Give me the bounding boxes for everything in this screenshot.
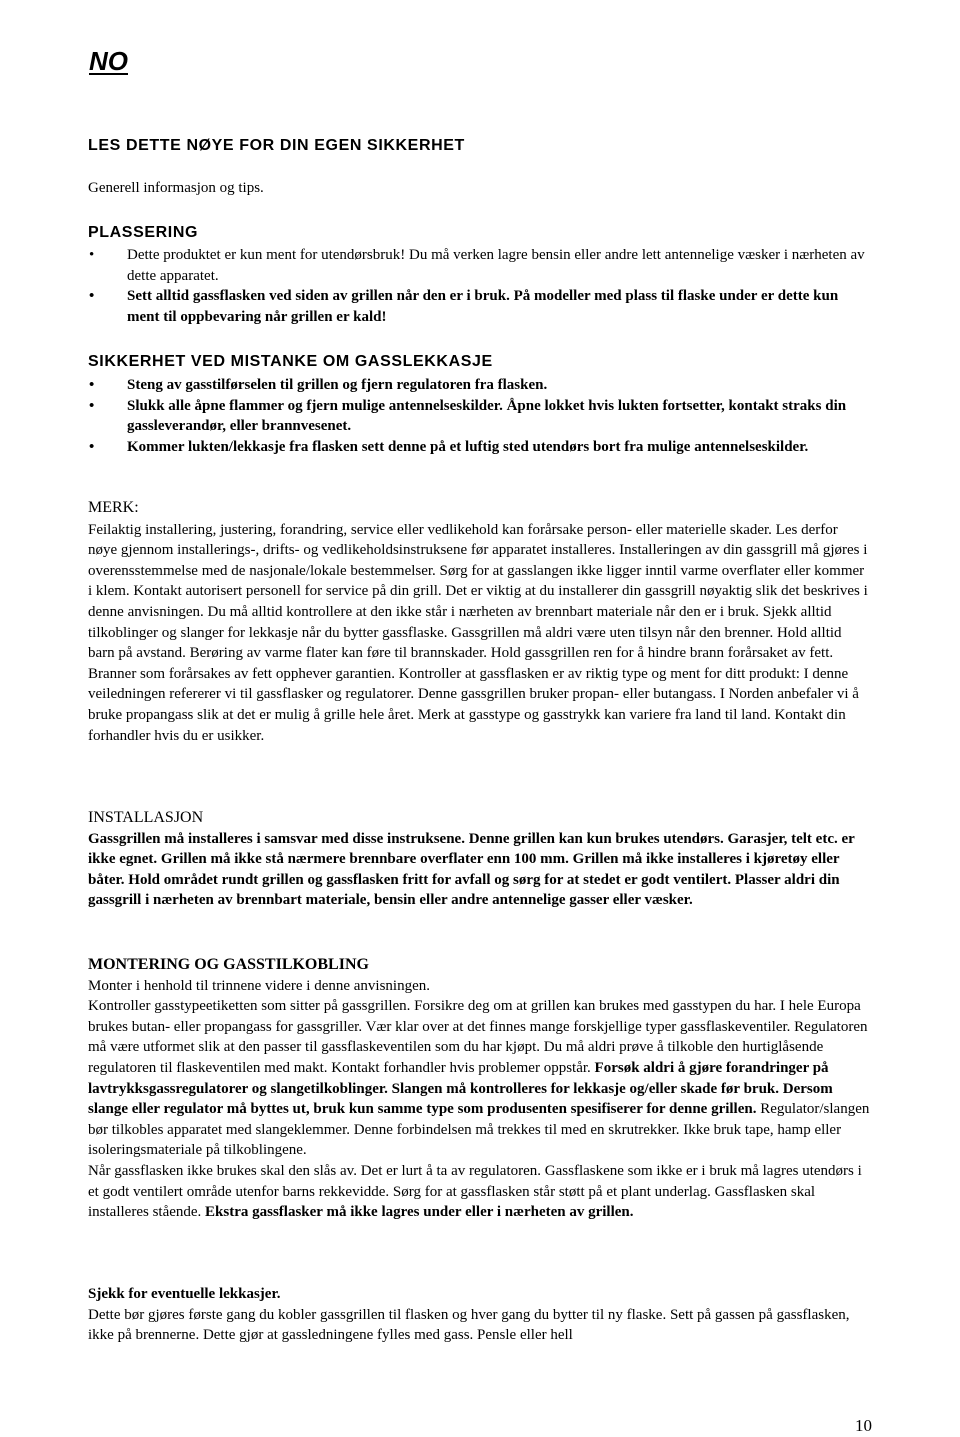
page-number: 10: [855, 1416, 872, 1435]
leak-section: [88, 351, 870, 457]
list-item: • Sett alltid gassflasken ved siden av grillen når den er i bruk. På modeller med plass til flaske under er dette kun ment til oppbevaring når grillen er kald!: [89, 288, 839, 325]
installation-heading: INSTALLASJON: [88, 809, 204, 826]
note-heading: MERK:: [88, 499, 139, 516]
note-section: [88, 498, 870, 746]
list-item: • Slukk alle åpne flammer og fjern mulige antennelseskilder. Åpne lokket hvis lukten fortsetter, kontakt straks din gassleverandør, eller brannvesenet.: [89, 397, 847, 435]
installation-body: Gassgrillen må installeres i samsvar med disse instruksene. Denne grillen kan kun brukes utendørs. Garasjer, telt etc. er ikke egnet. Grillen må ikke stå nærmere brennbare overflater enn 100 mm. Grillen må ikke installeres i kjøretøy eller båter. Hold området rundt grillen og gassflasken fritt for avfall og sørg for at stedet er godt ventilert. Plasser aldri din gassgrill i nærheten av brennbart materiale, bensin eller andre antennelige gasser eller væsker.: [88, 830, 855, 909]
bullet-icon: •: [89, 377, 95, 393]
list-item: • Steng av gasstilførselen til grillen og fjern regulatoren fra flasken.: [88, 375, 870, 396]
leak-heading: SIKKERHET VED MISTANKE OM GASSLEKKASJE: [88, 353, 493, 370]
leak-check-section: [88, 1284, 870, 1346]
mounting-text: Kontroller gasstypeetiketten som sitter på gassgrillen. Forsikre deg om at grillen kan brukes med gasstypen du har. I hele Europa brukes butan- eller propangass for gassgriller. Vær klar over at det finnes mange forskjellige typer gassflaskeventiler. Regulatoren må være utformet slik at den passer til gassflaskeventilen som du har kjøpt. Du må aldri prøve å tilkoble den hurtiglåsende regulatoren til flaskeventilen med makt. Kontakt forhandler hvis problemer oppstår.: [88, 998, 868, 1076]
mounting-paragraph-2: [88, 1161, 870, 1223]
mounting-paragraph-1: [88, 996, 870, 1161]
intro-text: Generell informasjon og tips.: [88, 180, 264, 196]
language-tag: NO: [89, 46, 128, 76]
list-item: • Dette produktet er kun ment for utendørsbruk! Du må verken lagre bensin eller andre lett antennelige væsker i nærheten av dette apparatet.: [89, 247, 865, 284]
bullet-icon: •: [89, 438, 95, 455]
mounting-text-tail: Regulator/slangen bør tilkobles apparatet med slangeklemmer. Denne forbindelsen må trekkes til med en skrutrekker. Ikke bruk tape, hamp eller isoleringsmateriale på tilkoblingene.: [88, 1101, 870, 1159]
mounting-warning: Forsøk aldri å gjøre forandringer på lavtrykksgassregulatorer og slangetilkoblinger. Slangen må kontrolleres for lekkasje og/eller skade før bruk. Dersom slange eller regulator må byttes ut, bruk kun samme type som produsenten spesifiserer for denne grillen.: [88, 1059, 833, 1118]
bullet-icon: •: [89, 247, 95, 263]
placement-section: [88, 222, 870, 327]
leak-check-heading: Sjekk for eventuelle lekkasjer.: [88, 1286, 281, 1302]
placement-list: [88, 245, 870, 327]
leak-check-body: Dette bør gjøres første gang du kobler gassgrillen til flasken og hver gang du bytter til ny flaske. Sett på gassen på gassflasken, ikke på brennerne. Dette gjør at gassledningene fylles med gass. Pensle eller hell: [88, 1306, 850, 1344]
list-item: • Kommer lukten/lekkasje fra flasken sett denne på et luftig sted utendørs bort fra mulige antennelseskilder.: [88, 437, 870, 458]
mounting-section: [88, 955, 870, 1223]
main-heading: LES DETTE NØYE FOR DIN EGEN SIKKERHET: [88, 137, 465, 154]
installation-section: [88, 808, 870, 911]
bullet-icon: •: [89, 397, 95, 414]
note-body: Feilaktig installering, justering, forandring, service eller vedlikehold kan forårsake person- eller materielle skader. Les derfor nøye gjennom installerings-, drifts- og vedlikeholdsinstruksene før apparatet installeres. Installeringen av din gassgrill må gjøres i overensstemmelse med de nasjonale/lokale bestemmelser. Sørg for at gasslangen ikke ligger inntil varme overflater eller kommer i klem. Kontakt autorisert personell for service på din grill. Det er viktig at du installerer din gassgrill nøyaktig slik det beskrives i denne anvisningen. Du må alltid kontrollere at den ikke står i nærheten av brennbart materiale når den er i bruk. Sjekk alltid tilkoblinger og slanger for lekkasje når du bytter gassflaske. Gassgrillen må aldri være uten tilsyn når den brenner. Hold alltid barn på avstand. Berøring av varme flater kan føre til brannskader. Hold gassgrillen ren for å hindre brann forårsaket av fett. Branner som forårsakes av fett opphever garantien. Kontroller at gassflasken er av riktig type og ment for ditt produkt: I denne veiledningen refererer vi til gassflasker og regulatorer. Denne gassgrillen bruker propan- eller butangass. I Norden anbefaler vi å bruke propangass slik at det er mulig å grille hele året. Merk at gasstype og gasstrykk kan variere fra land til land. Kontakt din forhandler hvis du er usikker.: [88, 521, 868, 744]
storage-text: Når gassflasken ikke brukes skal den slås av. Det er lurt å ta av regulatoren. Gassflaskene som ikke er i bruk må lagres utendørs i et godt ventilert område utenfor barns rekkevidde. Sørg for at gassflasken står støtt på et plant underlag. Gassflasken skal installeres stående.: [88, 1162, 862, 1221]
storage-warning: Ekstra gassflasker må ikke lagres under eller i nærheten av grillen.: [205, 1204, 634, 1221]
placement-heading: PLASSERING: [88, 224, 199, 241]
leak-list: [88, 375, 870, 457]
mounting-line: Monter i henhold til trinnene videre i denne anvisningen.: [88, 977, 430, 994]
mounting-heading: MONTERING OG GASSTILKOBLING: [88, 956, 369, 973]
bullet-icon: •: [89, 288, 95, 305]
